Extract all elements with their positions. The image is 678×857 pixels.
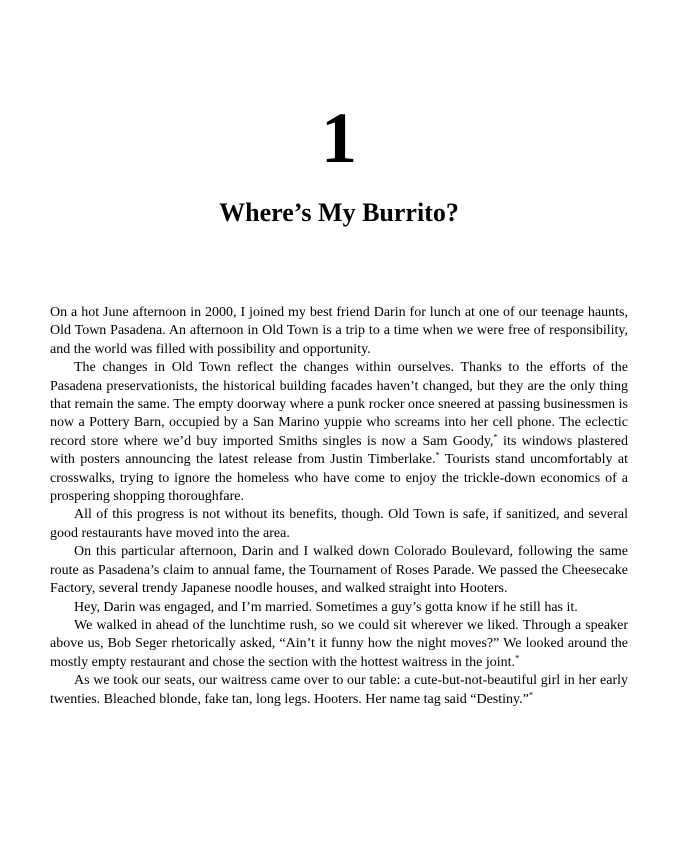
paragraph: All of this progress is not without its benefits, though. Old Town is safe, if sanitized, and several good restaurants have moved into the area. (50, 507, 628, 541)
paragraph: The changes in Old Town reflect the changes within ourselves. Thanks to the efforts of the Pasadena preservationists, the historical building facades haven’t changed, but they are the only thing that remain the same. The empty doorway where a punk rocker once sneered at passing businessmen is now a Pottery Barn, occupied by a San Marino yuppie who screams into her cell phone. The eclectic record store where we’d buy imported Smiths singles is now a Sam Goody,* its windows plastered with posters announcing the latest release from Justin Timberlake.* Tourists stand uncomfortably at crosswalks, trying to ignore the homeless who have come to enjoy the trickle-down economics of a prospering shopping thoroughfare. (50, 360, 628, 505)
paragraph: On a hot June afternoon in 2000, I joined my best friend Darin for lunch at one of our teenage haunts, Old Town Pasadena. An afternoon in Old Town is a trip to a time when we were free of responsibility, and the world was filled with possibility and opportunity. (50, 305, 628, 357)
paragraph: On this particular afternoon, Darin and I walked down Colorado Boulevard, following the same route as Pasadena’s claim to annual fame, the Tournament of Roses Parade. We passed the Cheesecake Factory, several trendy Japanese noodle houses, and walked straight into Hooters. (50, 544, 628, 597)
chapter-number: 1 (321, 98, 357, 178)
paragraph: We walked in ahead of the lunchtime rush, so we could sit wherever we liked. Through a speaker above us, Bob Seger rhetorically asked, “Ain’t it funny how the night moves?” We looked around the mostly empty restaurant and chose the section with the hottest waitress in the joint.* (50, 617, 628, 670)
paragraph: Hey, Darin was engaged, and I’m married. Sometimes a guy’s gotta know if he still has it. (74, 599, 578, 615)
body-text (50, 304, 628, 709)
paragraph: As we took our seats, our waitress came over to our table: a cute-but-not-beautiful girl in her early twenties. Bleached blonde, fake tan, long legs. Hooters. Her name tag said “Destiny.”* (50, 673, 628, 707)
footnote-marker: * (435, 449, 440, 460)
footnote-marker: * (515, 652, 520, 663)
footnote-marker: * (493, 431, 498, 442)
footnote-marker: * (528, 688, 534, 699)
chapter-title: Where’s My Burrito? (219, 198, 459, 227)
